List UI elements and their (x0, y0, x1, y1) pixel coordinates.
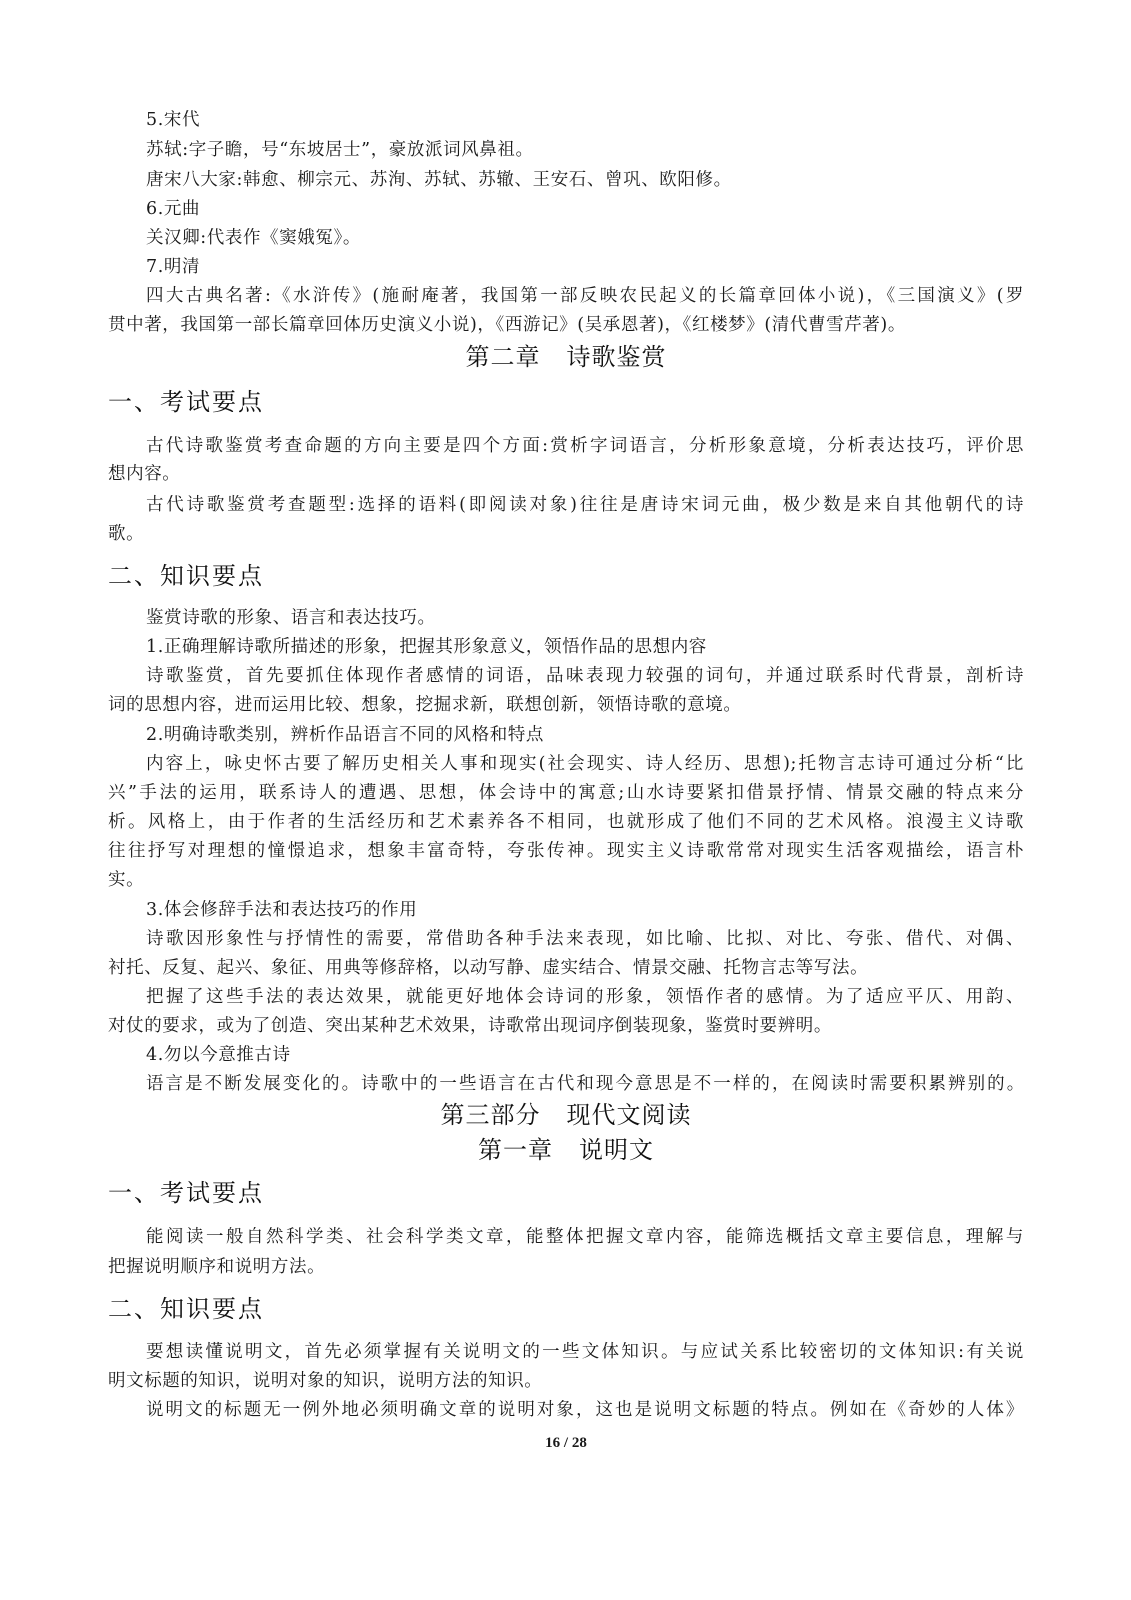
paragraph-line: 语言是不断发展变化的。诗歌中的一些语言在古代和现今意思是不一样的，在阅读时需要积累辨别的。 (146, 1074, 1024, 1094)
point-heading: 3.体会修辞手法和表达技巧的作用 (146, 900, 418, 920)
paragraph-line: 兴”手法的运用，联系诗人的遭遇、思想，体会诗中的寓意;山水诗要紧扣借景抒情、情景交融的特点来分 (108, 783, 1024, 803)
paragraph-line: 古代诗歌鉴赏考查命题的方向主要是四个方面:赏析字词语言，分析形象意境，分析表达技巧，评价思 (146, 436, 1024, 456)
paragraph-line: 说明文的标题无一例外地必须明确文章的说明对象，这也是说明文标题的特点。例如在《奇妙的人体》 (146, 1400, 1024, 1420)
part-title (108, 1100, 1024, 1130)
text-line: 关汉卿:代表作《窦娥冤》。 (146, 228, 361, 248)
chapter-name: 诗歌鉴赏 (566, 343, 667, 371)
text-line: 苏轼:字子瞻，号“东坡居士”，豪放派词风鼻祖。 (146, 140, 534, 160)
chapter-number: 第二章 (465, 343, 541, 371)
chapter-title (108, 1135, 1024, 1165)
paragraph-line: 往往抒写对理想的憧憬追求，想象丰富奇特，夸张传神。现实主义诗歌常常对现实生活客观描绘，语言朴 (108, 841, 1024, 861)
paragraph-line: 诗歌鉴赏，首先要抓住体现作者感情的词语，品味表现力较强的词句，并通过联系时代背景，剖析诗 (146, 666, 1024, 686)
page-number: 16 / 28 (545, 1435, 587, 1451)
paragraph-line: 明文标题的知识，说明对象的知识，说明方法的知识。 (108, 1371, 543, 1391)
paragraph-line: 实。 (108, 870, 145, 890)
paragraph-line: 想内容。 (108, 464, 181, 484)
era-heading-song: 5.宋代 (146, 110, 201, 130)
paragraph-line: 衬托、反复、起兴、象征、用典等修辞格，以动写静、虚实结合、情景交融、托物言志等写法。 (108, 958, 869, 978)
paragraph-line: 诗歌因形象性与抒情性的需要，常借助各种手法来表现，如比喻、比拟、对比、夸张、借代、对偶、 (146, 929, 1024, 949)
chapter-title (108, 342, 1024, 372)
section-heading: 一、考试要点 (108, 1179, 264, 1207)
paragraph-line: 析。风格上，由于作者的生活经历和艺术素养各不相同，也就形成了他们不同的艺术风格。浪漫主义诗歌 (108, 812, 1024, 832)
paragraph-line: 能阅读一般自然科学类、社会科学类文章，能整体把握文章内容，能筛选概括文章主要信息，理解与 (146, 1227, 1024, 1247)
part-number: 第三部分 (440, 1101, 541, 1129)
section-heading: 二、知识要点 (108, 1295, 264, 1323)
section-heading: 一、考试要点 (108, 388, 264, 416)
paragraph-line: 词的思想内容，进而运用比较、想象，挖掘求新，联想创新，领悟诗歌的意境。 (108, 695, 742, 715)
paragraph-line: 把握说明顺序和说明方法。 (108, 1257, 326, 1277)
paragraph-line: 对仗的要求，或为了创造、突出某种艺术效果，诗歌常出现词序倒装现象，鉴赏时要辨明。 (108, 1016, 832, 1036)
era-heading-yuan: 6.元曲 (146, 199, 201, 219)
paragraph-line: 四大古典名著:《水浒传》(施耐庵著，我国第一部反映农民起义的长篇章回体小说)，《三国演义》(罗 (146, 286, 1024, 306)
paragraph-line: 古代诗歌鉴赏考查题型:选择的语料(即阅读对象)往往是唐诗宋词元曲，极少数是来自其他朝代的诗 (146, 495, 1024, 515)
paragraph-line: 把握了这些手法的表达效果，就能更好地体会诗词的形象，领悟作者的感情。为了适应平仄、用韵、 (146, 987, 1024, 1007)
chapter-number: 第一章 (478, 1136, 553, 1164)
paragraph-line: 鉴赏诗歌的形象、语言和表达技巧。 (146, 608, 436, 628)
point-heading: 4.勿以今意推古诗 (146, 1045, 291, 1065)
paragraph-line: 要想读懂说明文，首先必须掌握有关说明文的一些文体知识。与应试关系比较密切的文体知识:有关说 (146, 1342, 1024, 1362)
point-heading: 1.正确理解诗歌所描述的形象，把握其形象意义，领悟作品的思想内容 (146, 637, 707, 657)
text-line: 唐宋八大家:韩愈、柳宗元、苏洵、苏轼、苏辙、王安石、曾巩、欧阳修。 (146, 170, 732, 190)
paragraph-line: 内容上，咏史怀古要了解历史相关人事和现实(社会现实、诗人经历、思想);托物言志诗可通过分析“比 (146, 754, 1024, 774)
part-name: 现代文阅读 (566, 1101, 692, 1129)
chapter-name: 说明文 (579, 1136, 654, 1164)
paragraph-line: 歌。 (108, 524, 145, 544)
paragraph-line: 贯中著，我国第一部长篇章回体历史演义小说)，《西游记》(吴承恩著)，《红楼梦》(清代曹雪芹著)。 (108, 315, 906, 335)
section-heading: 二、知识要点 (108, 562, 264, 590)
point-heading: 2.明确诗歌类别，辨析作品语言不同的风格和特点 (146, 725, 544, 745)
era-heading-mingqing: 7.明清 (146, 257, 201, 277)
